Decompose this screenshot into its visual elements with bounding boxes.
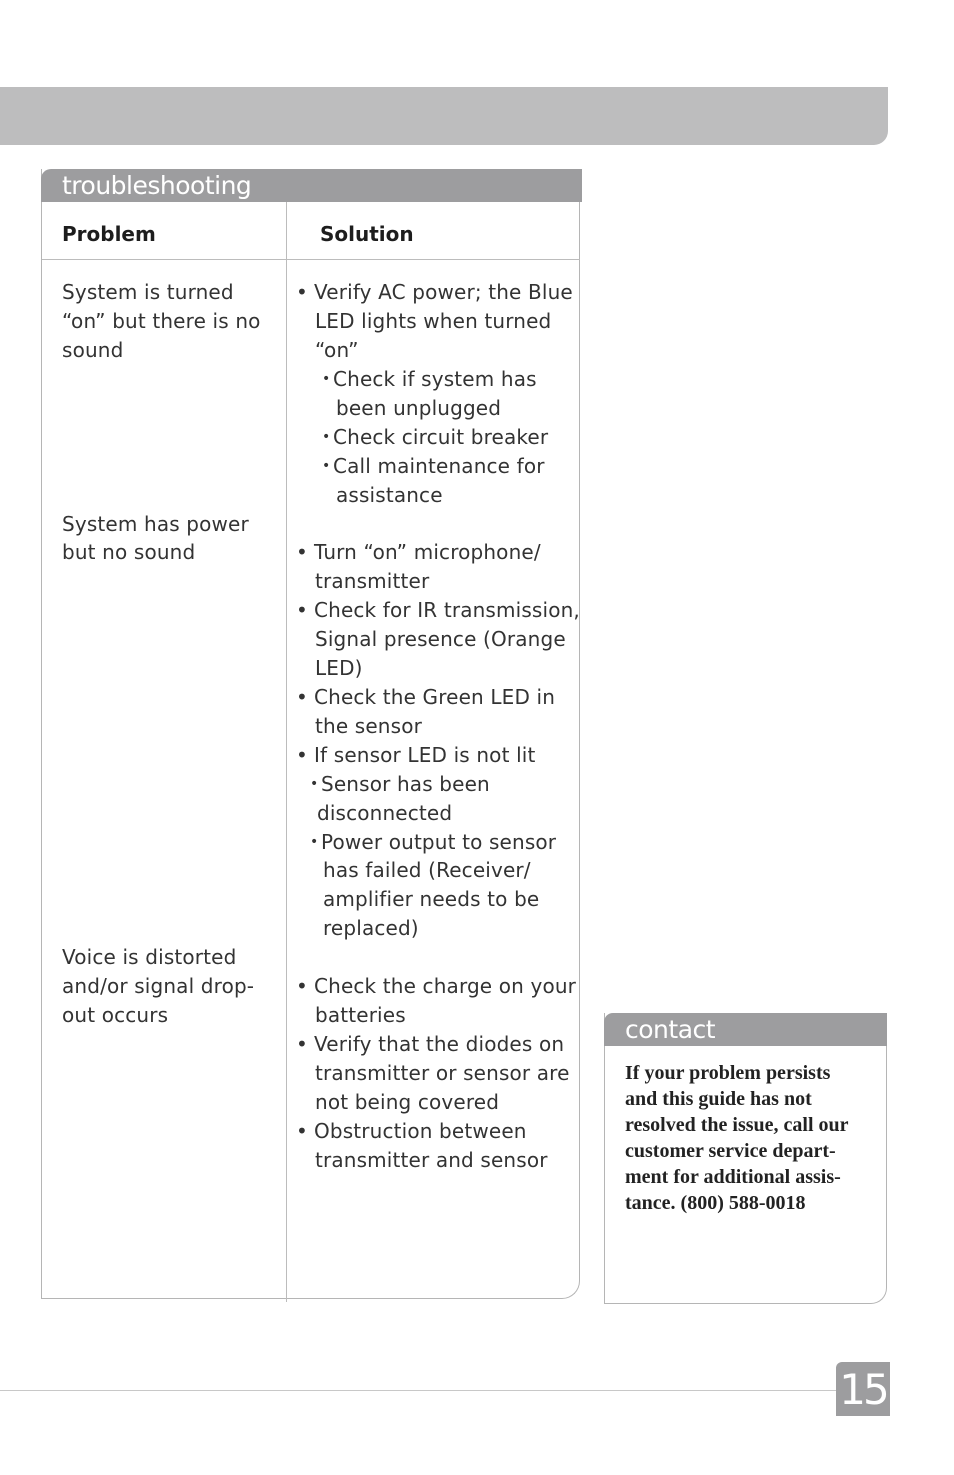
- solution-text: Verify that the diodes on: [314, 1032, 565, 1056]
- bullet-icon: •: [296, 685, 308, 709]
- solution-text: Check the charge on your: [314, 974, 577, 998]
- footer-rule: [0, 1390, 838, 1391]
- bullet-icon: •: [296, 743, 308, 767]
- solution-text: has failed (Receiver/: [323, 858, 531, 882]
- solution-text: “on”: [315, 338, 359, 362]
- header-rule: [42, 259, 580, 260]
- bullet-icon: •: [296, 598, 308, 622]
- contact-line: and this guide has not: [625, 1088, 812, 1110]
- solution-text: If sensor LED is not lit: [314, 743, 536, 767]
- solution-text: Verify AC power; the Blue: [314, 280, 573, 304]
- problem-text: but no sound: [62, 540, 196, 564]
- contact-body: [625, 1060, 875, 1216]
- solution-text: LED): [315, 656, 363, 680]
- solution-text: batteries: [315, 1003, 406, 1027]
- bullet-icon: •: [296, 280, 308, 304]
- contact-line: ment for additional assis-: [625, 1166, 841, 1188]
- contact-line: customer service depart-: [625, 1140, 836, 1162]
- solution-text: Call maintenance for: [333, 454, 545, 478]
- solution-text: transmitter and sensor: [315, 1148, 548, 1172]
- solution-text: transmitter or sensor are: [315, 1061, 570, 1085]
- section-title: troubleshooting: [62, 171, 252, 200]
- sub-bullet-icon: •: [310, 776, 319, 792]
- solution-text: Turn “on” microphone/: [314, 540, 541, 564]
- solution-text: Check for IR transmission,: [314, 598, 580, 622]
- column-header-problem: Problem: [62, 222, 156, 246]
- problem-text: Voice is distorted: [62, 945, 237, 969]
- bullet-icon: •: [296, 1119, 308, 1143]
- solution-text: Power output to sensor: [321, 830, 557, 854]
- page-number: 15: [836, 1362, 890, 1416]
- sub-bullet-icon: •: [322, 429, 331, 445]
- column-header-solution: Solution: [320, 222, 414, 246]
- troubleshooting-header: [41, 169, 582, 202]
- bullet-icon: •: [296, 974, 308, 998]
- solution-text: amplifier needs to be: [323, 887, 540, 911]
- solution-text: Check circuit breaker: [333, 425, 549, 449]
- solution-text: LED lights when turned: [315, 309, 552, 333]
- solution-text: Check if system has: [333, 367, 537, 391]
- solution-text: transmitter: [315, 569, 430, 593]
- problem-text: and/or signal drop-: [62, 974, 255, 998]
- problem-text: System is turned: [62, 280, 234, 304]
- solution-text: Obstruction between: [314, 1119, 527, 1143]
- contact-title: contact: [625, 1015, 716, 1044]
- solution-text: assistance: [336, 483, 443, 507]
- problem-text: sound: [62, 338, 124, 362]
- solution-text: the sensor: [315, 714, 422, 738]
- sub-bullet-icon: •: [322, 458, 331, 474]
- sub-bullet-icon: •: [322, 371, 331, 387]
- solution-text: replaced): [323, 916, 419, 940]
- column-divider: [286, 202, 287, 1302]
- contact-line: If your problem persists: [625, 1062, 831, 1084]
- contact-line: resolved the issue, call our: [625, 1114, 849, 1136]
- header-band: [0, 87, 888, 145]
- solution-text: disconnected: [317, 801, 453, 825]
- solution-text: been unplugged: [336, 396, 502, 420]
- problem-text: “on” but there is no: [62, 309, 261, 333]
- solution-text: Sensor has been: [321, 772, 490, 796]
- contact-header: [604, 1013, 887, 1046]
- problem-text: System has power: [62, 512, 249, 536]
- bullet-icon: •: [296, 540, 308, 564]
- contact-line: tance. (800) 588-0018: [625, 1192, 806, 1214]
- solution-text: Signal presence (Orange: [315, 627, 566, 651]
- problem-text: out occurs: [62, 1003, 169, 1027]
- sub-bullet-icon: •: [310, 834, 319, 850]
- bullet-icon: •: [296, 1032, 308, 1056]
- solution-text: Check the Green LED in: [314, 685, 556, 709]
- solution-text: not being covered: [315, 1090, 500, 1114]
